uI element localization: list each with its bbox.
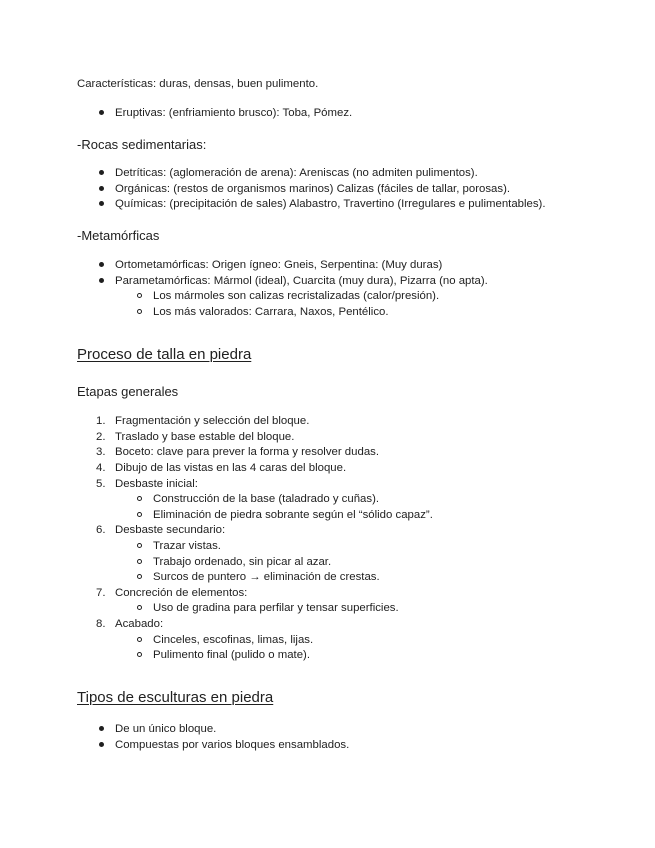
bullet-icon	[99, 742, 104, 747]
step-number: 2.	[96, 431, 106, 443]
list-item: Compuestas por varios bloques ensamblados.	[115, 739, 350, 751]
sub-list-item: Eliminación de piedra sobrante según el “sólido capaz”.	[153, 509, 433, 521]
section-heading-sedimentarias: -Rocas sedimentarias:	[77, 137, 207, 152]
subheading-etapas: Etapas generales	[77, 384, 179, 399]
sub-bullet-icon	[137, 574, 142, 579]
sub-list-item: Uso de gradina para perfilar y tensar superficies.	[153, 602, 399, 614]
step-item: Concreción de elementos:	[115, 587, 248, 599]
bullet-icon	[99, 186, 104, 191]
bullet-icon	[99, 110, 104, 115]
bullet-icon	[99, 170, 104, 175]
step-number: 5.	[96, 478, 106, 490]
bullet-icon	[99, 726, 104, 731]
sub-list-item: Trabajo ordenado, sin picar al azar.	[153, 556, 332, 568]
sub-list-item: Pulimento final (pulido o mate).	[153, 649, 311, 661]
sub-bullet-icon	[137, 512, 142, 517]
bullet-icon	[99, 262, 104, 267]
sub-bullet-icon	[137, 293, 142, 298]
intro-text: Características: duras, densas, buen pulimento.	[77, 78, 319, 90]
list-item: Eruptivas: (enfriamiento brusco): Toba, Pómez.	[115, 107, 353, 119]
step-number: 4.	[96, 462, 106, 474]
step-item: Fragmentación y selección del bloque.	[115, 415, 310, 427]
sub-list-item: Los mármoles son calizas recristalizadas (calor/presión).	[153, 290, 440, 302]
list-item: Detríticas: (aglomeración de arena): Areniscas (no admiten pulimentos).	[115, 167, 478, 179]
step-item: Traslado y base estable del bloque.	[115, 431, 295, 443]
sub-bullet-icon	[137, 652, 142, 657]
step-item: Desbaste inicial:	[115, 478, 198, 490]
step-number: 3.	[96, 446, 106, 458]
sub-list-item: Los más valorados: Carrara, Naxos, Pentélico.	[153, 306, 389, 318]
bullet-icon	[99, 201, 104, 206]
list-item: Orgánicas: (restos de organismos marinos) Calizas (fáciles de tallar, porosas).	[115, 183, 511, 195]
step-number: 1.	[96, 415, 106, 427]
list-item: De un único bloque.	[115, 723, 217, 735]
step-number: 8.	[96, 618, 106, 630]
sub-list-item: Construcción de la base (taladrado y cuñas).	[153, 493, 380, 505]
step-item: Boceto: clave para prever la forma y resolver dudas.	[115, 446, 380, 458]
bullet-icon	[99, 278, 104, 283]
list-item: Parametamórficas: Mármol (ideal), Cuarcita (muy dura), Pizarra (no apta).	[115, 275, 488, 287]
sub-list-item: Trazar vistas.	[153, 540, 221, 552]
sub-bullet-icon	[137, 309, 142, 314]
section-heading-metamorficas: -Metamórficas	[77, 228, 160, 243]
sub-bullet-icon	[137, 559, 142, 564]
sub-bullet-icon	[137, 605, 142, 610]
step-item: Dibujo de las vistas en las 4 caras del bloque.	[115, 462, 347, 474]
step-number: 6.	[96, 524, 106, 536]
sub-bullet-icon	[137, 543, 142, 548]
sub-bullet-icon	[137, 637, 142, 642]
step-item: Desbaste secundario:	[115, 524, 226, 536]
list-item: Químicas: (precipitación de sales) Alabastro, Travertino (Irregulares e pulimentables).	[115, 198, 546, 210]
sub-list-item: Cinceles, escofinas, limas, lijas.	[153, 634, 314, 646]
step-number: 7.	[96, 587, 106, 599]
heading-tipos: Tipos de esculturas en piedra	[77, 689, 274, 706]
list-item: Ortometamórficas: Origen ígneo: Gneis, Serpentina: (Muy duras)	[115, 259, 443, 271]
step-item: Acabado:	[115, 618, 164, 630]
sub-list-item: Surcos de puntero → eliminación de crestas.	[153, 571, 380, 583]
heading-proceso: Proceso de talla en piedra	[77, 346, 252, 363]
sub-bullet-icon	[137, 496, 142, 501]
